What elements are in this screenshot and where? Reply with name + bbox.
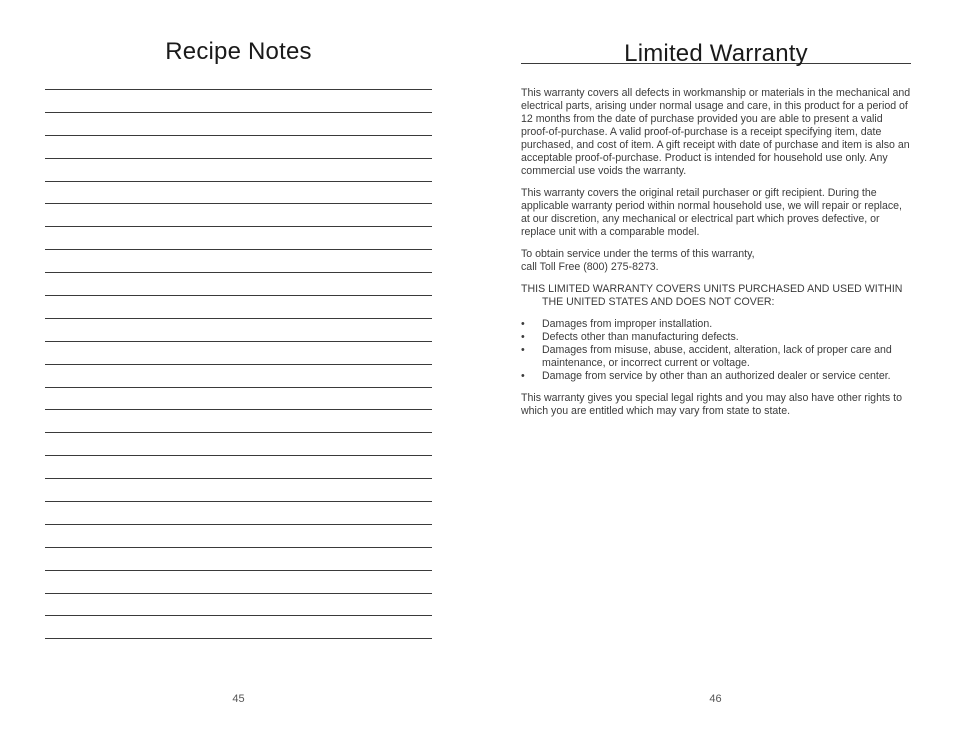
warranty-title-rule bbox=[521, 38, 911, 67]
warranty-paragraph-purchaser: This warranty covers the original retail purchaser or gift recipient. During the applicable warranty period within normal household use, we will repair or replace, at our discretion, any mechanical or electrical part which proves defective, or replace unit with a comparable model. bbox=[521, 187, 902, 238]
note-line bbox=[45, 272, 432, 273]
note-line bbox=[45, 158, 432, 159]
list-item: • Damages from misuse, abuse, accident, alteration, lack of proper care and maintenance, or incorrect current or voltage. bbox=[521, 344, 892, 369]
bullet-icon: • bbox=[521, 331, 525, 343]
note-line bbox=[45, 432, 432, 433]
note-line bbox=[45, 295, 432, 296]
bullet-icon: • bbox=[521, 370, 525, 382]
exclusions-heading: THIS LIMITED WARRANTY COVERS UNITS PURCHASED AND USED WITHIN THE UNITED STATES AND DOES NOT COVER: bbox=[521, 283, 903, 308]
note-line bbox=[45, 570, 432, 571]
note-line bbox=[45, 249, 432, 250]
page-number-left: 45 bbox=[232, 693, 245, 705]
note-line bbox=[45, 478, 432, 479]
warranty-service-info bbox=[521, 248, 913, 274]
note-line bbox=[45, 226, 432, 227]
note-line bbox=[45, 318, 432, 319]
note-line bbox=[45, 364, 432, 365]
warranty-body bbox=[521, 87, 913, 427]
right-page bbox=[477, 0, 954, 738]
note-line bbox=[45, 593, 432, 594]
note-line bbox=[45, 455, 432, 456]
note-line bbox=[45, 638, 432, 639]
bullet-icon: • bbox=[521, 344, 525, 356]
list-item: • Damage from service by other than an authorized dealer or service center. bbox=[521, 370, 891, 382]
warranty-paragraph-coverage: This warranty covers all defects in workmanship or materials in the mechanical and electrical parts, arising under normal usage and care, in this product for a period of 12 months from the date of purchase provided you are able to present a valid proof-of-purchase. A valid proof-of-purchase is a receipt specifying item, date purchased, and cost of item. A gift receipt with date of purchase and item is also an acceptable proof-of-purchase. Product is intended for household use only. Any commercial use voids the warranty. bbox=[521, 87, 911, 177]
list-item: • Damages from improper installation. bbox=[521, 318, 713, 330]
warranty-title: Limited Warranty bbox=[624, 40, 808, 67]
note-line bbox=[45, 341, 432, 342]
bullet-icon: • bbox=[521, 318, 525, 330]
note-line bbox=[45, 501, 432, 502]
note-line bbox=[45, 135, 432, 136]
note-line bbox=[45, 181, 432, 182]
note-line bbox=[45, 203, 432, 204]
page-number-right: 46 bbox=[709, 693, 722, 705]
note-line bbox=[45, 112, 432, 113]
note-line bbox=[45, 387, 432, 388]
note-line bbox=[45, 547, 432, 548]
note-lines bbox=[45, 89, 432, 661]
service-line-1: To obtain service under the terms of this warranty, bbox=[521, 248, 755, 260]
warranty-legal-rights: This warranty gives you special legal rights and you may also have other rights to which you are entitled which may vary from state to state. bbox=[521, 392, 902, 417]
exclusions-list bbox=[521, 318, 913, 383]
service-phone-line: call Toll Free (800) 275-8273. bbox=[521, 261, 659, 273]
note-line bbox=[45, 409, 432, 410]
list-item: • Defects other than manufacturing defects. bbox=[521, 331, 739, 343]
note-line bbox=[45, 89, 432, 90]
recipe-notes-title: Recipe Notes bbox=[165, 38, 312, 65]
note-line bbox=[45, 524, 432, 525]
note-line bbox=[45, 615, 432, 616]
